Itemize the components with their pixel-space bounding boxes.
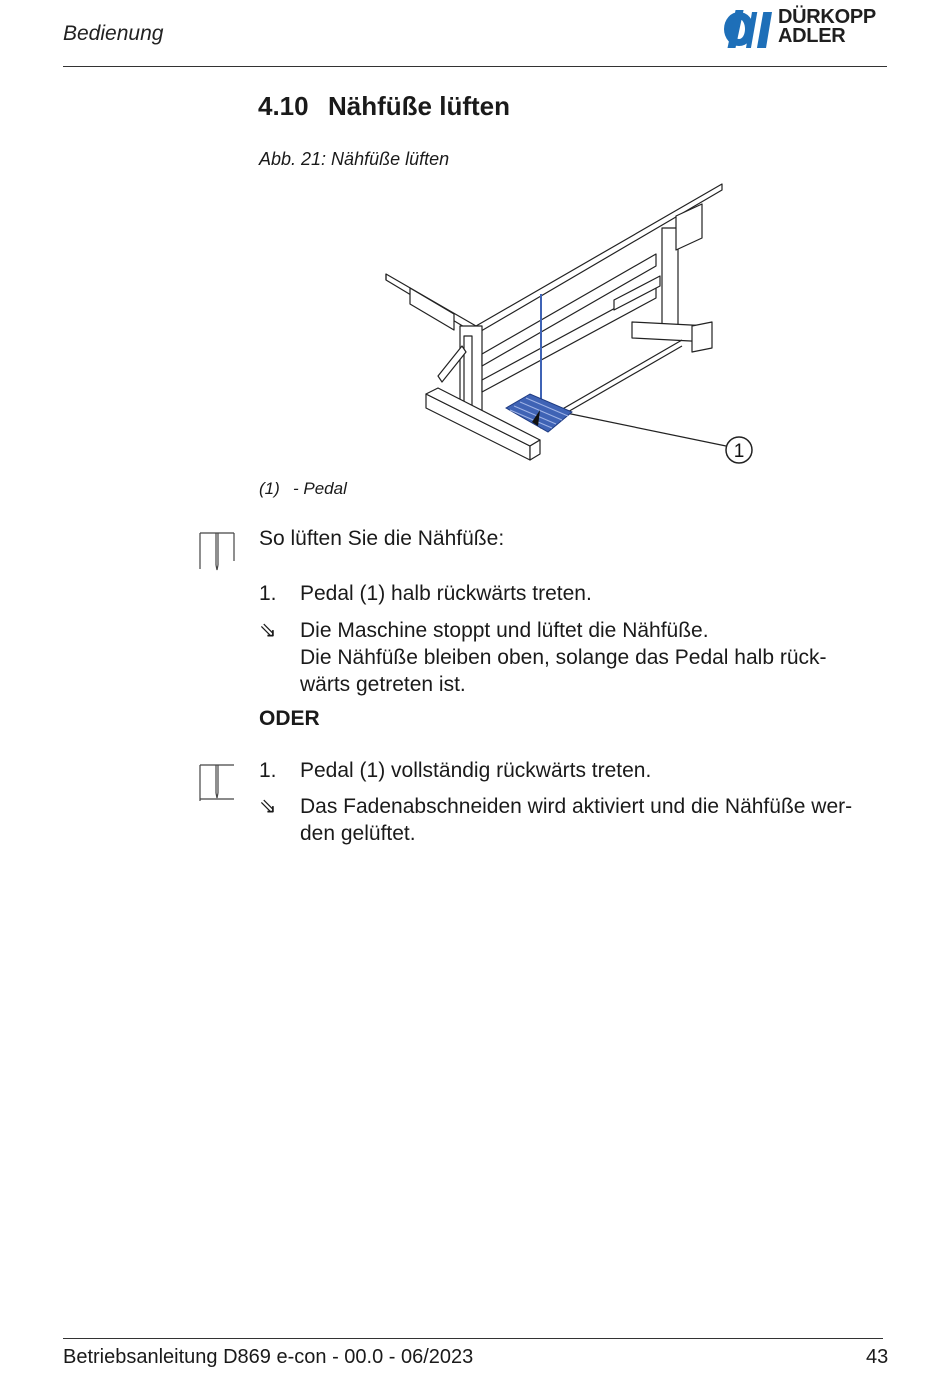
- logo-mark-icon: [722, 8, 776, 50]
- table-pedal-illustration: [380, 176, 760, 476]
- result-item: [259, 793, 889, 849]
- result-line: Das Fadenabschneiden wird aktiviert und die Nähfüße wer-: [300, 795, 853, 818]
- result-arrow-icon: ⇘: [259, 619, 277, 642]
- figure-caption: Abb. 21: Nähfüße lüften: [259, 149, 450, 169]
- instruction-intro: So lüften Sie die Nähfüße:: [259, 527, 505, 550]
- needle-instruction-icon: [198, 531, 238, 571]
- step-number: 1.: [259, 759, 277, 782]
- pedal-shape: [506, 394, 572, 432]
- result-line: wärts getreten ist.: [300, 673, 466, 696]
- needle-instruction-icon: [198, 763, 238, 803]
- result-line: Die Nähfüße bleiben oben, solange das Pedal halb rück-: [300, 646, 827, 669]
- step-number: 1.: [259, 582, 277, 605]
- result-line: Die Maschine stoppt und lüftet die Nähfüße.: [300, 619, 709, 642]
- header-section-title: Bedienung: [63, 22, 164, 45]
- page-number: 43: [866, 1346, 889, 1368]
- step-text: Pedal (1) halb rückwärts treten.: [300, 582, 592, 605]
- result-line: den gelüftet.: [300, 822, 416, 845]
- callout-number: 1: [733, 441, 745, 462]
- result-arrow-icon: ⇘: [259, 795, 277, 818]
- logo-text-line1: DÜRKOPP: [778, 6, 876, 28]
- company-logo: [722, 8, 890, 50]
- step-item: [259, 580, 879, 607]
- logo-text-line2: ADLER: [778, 25, 846, 47]
- legend-key: (1): [259, 479, 280, 498]
- footer-rule: [63, 1338, 883, 1339]
- footer-document-title: Betriebsanleitung D869 e-con - 00.0 - 06/2023: [63, 1346, 474, 1368]
- result-item: [259, 617, 879, 701]
- alternative-label: ODER: [259, 707, 320, 730]
- figure-legend: [259, 479, 347, 499]
- step-item: [259, 757, 879, 784]
- step-text: Pedal (1) vollständig rückwärts treten.: [300, 759, 652, 782]
- header-rule: [63, 66, 887, 67]
- section-number: 4.10: [258, 91, 309, 121]
- legend-text: - Pedal: [293, 479, 347, 498]
- page-title: [258, 91, 510, 122]
- section-title-text: Nähfüße lüften: [328, 91, 510, 121]
